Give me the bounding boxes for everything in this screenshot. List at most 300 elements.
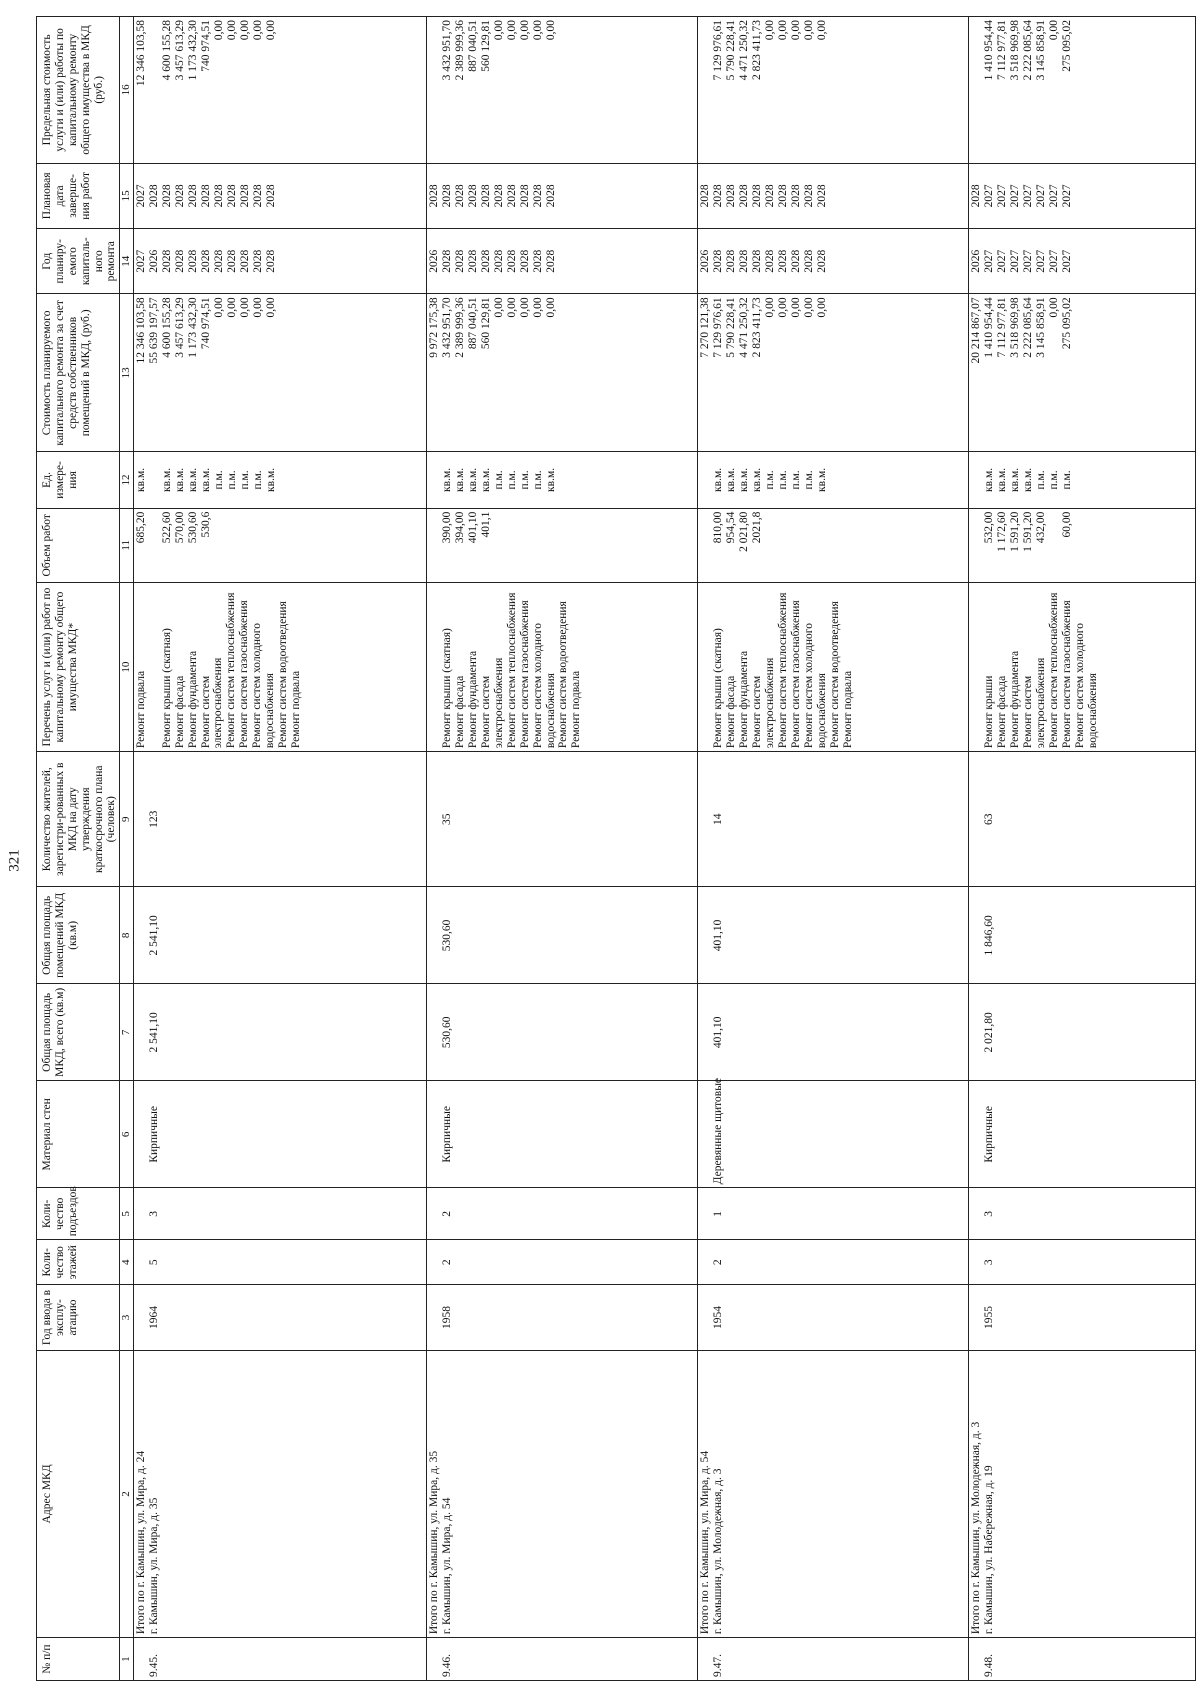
work-limit: 0,00 xyxy=(225,20,238,41)
work-volume-cell xyxy=(133,508,426,582)
work-date: 2028 xyxy=(764,184,777,208)
work-limit-cell xyxy=(698,17,969,164)
work-unit: кв.м. xyxy=(186,467,199,492)
work-year: 2027 xyxy=(134,249,147,273)
work-limit: 3 457 613,29 xyxy=(173,20,186,81)
work-limit: 3 518 969,98 xyxy=(1009,20,1022,81)
work-date: 2027 xyxy=(1022,184,1035,208)
work-cost: 7 112 977,81 xyxy=(996,297,1009,358)
column-number-row xyxy=(120,17,133,1681)
work-cost: 0,00 xyxy=(492,297,505,318)
work-volume: 2021,8 xyxy=(751,511,764,544)
work-cost: 4 471 250,32 xyxy=(738,297,751,358)
work-cost: 0,00 xyxy=(1048,297,1061,318)
work-year: 2028 xyxy=(440,249,453,273)
header-cell: Общая площадь МКД, всего (кв.м) xyxy=(37,984,120,1081)
work-item: Ремонт систем водоотведения xyxy=(277,601,290,749)
work-limit: 2 823 411,73 xyxy=(751,20,764,80)
work-limit: 0,00 xyxy=(531,20,544,41)
work-year: 2028 xyxy=(712,249,725,273)
work-volume xyxy=(265,512,278,579)
work-volume-cell xyxy=(698,508,969,582)
work-volume xyxy=(428,512,441,579)
work-unit: кв.м. xyxy=(751,467,764,492)
address-line: г. Камышин, ул. Мира, д. 54 xyxy=(440,1497,453,1635)
work-limit: 0,00 xyxy=(212,20,225,41)
premises-area-cell xyxy=(133,887,426,984)
work-year: 2028 xyxy=(173,249,186,273)
work-cost: 20 214 867,07 xyxy=(970,297,983,364)
work-cost-cell xyxy=(426,294,697,452)
work-item xyxy=(428,586,441,748)
work-item: Ремонт крыши (скатная) xyxy=(440,628,453,749)
work-cost: 0,00 xyxy=(225,297,238,318)
work-unit: кв.м. xyxy=(1022,467,1035,492)
work-item: Ремонт подвала xyxy=(570,670,583,749)
work-volume: 532,00 xyxy=(983,511,996,544)
work-unit: п.м. xyxy=(251,470,264,490)
work-cost: 0,00 xyxy=(505,297,518,318)
column-number-cell: 4 xyxy=(120,1240,133,1285)
work-year: 2028 xyxy=(518,249,531,273)
work-volume: 2 021,80 xyxy=(738,511,751,552)
work-volume xyxy=(493,512,506,579)
record-number xyxy=(970,1641,983,1677)
column-number-cell: 10 xyxy=(120,583,133,752)
work-cost: 560 129,81 xyxy=(479,297,492,350)
work-year: 2028 xyxy=(238,249,251,273)
work-limit: 0,00 xyxy=(264,20,277,41)
work-year: 2028 xyxy=(212,249,225,273)
work-item: Ремонт систем газоснабжения xyxy=(518,600,531,749)
work-cost: 3 518 969,98 xyxy=(1009,297,1022,358)
work-limit: 560 129,81 xyxy=(479,20,492,72)
work-volume xyxy=(239,512,252,579)
table-row xyxy=(426,17,697,1681)
premises-area-cell xyxy=(969,887,1196,984)
year-built-cell xyxy=(133,1285,426,1350)
work-limit: 0,00 xyxy=(816,20,829,41)
year-built xyxy=(970,1288,983,1346)
work-year: 2026 xyxy=(699,249,712,273)
work-cost: 740 974,51 xyxy=(199,297,212,350)
column-number-cell: 11 xyxy=(120,508,133,582)
floors xyxy=(428,1243,441,1281)
work-cost: 3 432 951,70 xyxy=(440,297,453,358)
work-unit: п.м. xyxy=(764,470,777,490)
entrances-cell xyxy=(698,1188,969,1240)
work-volume xyxy=(519,512,532,579)
work-item: Ремонт фундамента xyxy=(466,650,479,749)
work-cost-cell xyxy=(969,294,1196,452)
work-limit: 275 095,02 xyxy=(1061,20,1074,72)
work-unit: кв.м. xyxy=(725,467,738,492)
work-limit: 0,00 xyxy=(505,20,518,41)
work-unit: кв.м. xyxy=(440,467,453,492)
work-date: 2028 xyxy=(440,184,453,208)
work-unit-cell xyxy=(698,452,969,508)
residents xyxy=(970,755,983,883)
work-unit: кв.м. xyxy=(453,467,466,492)
work-limit: 0,00 xyxy=(1048,20,1061,41)
work-item: Ремонт систем электроснабжения xyxy=(751,657,776,749)
address-cell xyxy=(969,1350,1196,1637)
work-year: 2028 xyxy=(738,249,751,273)
entrances xyxy=(135,1191,148,1236)
wall-material-cell xyxy=(969,1081,1196,1188)
premises-area: 401,10 xyxy=(712,919,725,952)
work-unit: кв.м. xyxy=(1009,467,1022,492)
work-cost: 0,00 xyxy=(790,297,803,318)
work-year: 2028 xyxy=(777,249,790,273)
work-year: 2028 xyxy=(251,249,264,273)
work-date: 2028 xyxy=(147,184,160,208)
total-area xyxy=(428,987,441,1077)
work-volume: 530,60 xyxy=(186,511,199,544)
work-limit: 2 222 085,64 xyxy=(1022,20,1035,81)
work-cost: 12 346 103,58 xyxy=(134,297,147,364)
work-item xyxy=(970,586,983,748)
record-number-cell xyxy=(969,1638,1196,1681)
work-volume: 954,54 xyxy=(725,511,738,544)
work-volume-cell xyxy=(969,508,1196,582)
work-item: Ремонт систем водоотведения xyxy=(828,601,841,749)
work-date: 2027 xyxy=(134,184,147,208)
work-cost: 0,00 xyxy=(803,297,816,318)
work-year: 2028 xyxy=(764,249,777,273)
record-number xyxy=(428,1641,441,1677)
work-date: 2028 xyxy=(225,184,238,208)
work-item-cell xyxy=(426,583,697,752)
column-number-cell: 12 xyxy=(120,452,133,508)
work-item: Ремонт систем водоотведения xyxy=(557,601,570,749)
work-item: Ремонт фасада xyxy=(725,675,738,749)
year-built-cell xyxy=(698,1285,969,1350)
total-area-cell xyxy=(969,984,1196,1081)
record-number xyxy=(699,1641,712,1677)
work-limit xyxy=(148,20,161,160)
work-item: Ремонт систем теплоснабжения xyxy=(225,592,238,749)
work-year: 2028 xyxy=(199,249,212,273)
work-limit: 0,00 xyxy=(777,20,790,41)
work-limit: 3 145 858,91 xyxy=(1035,20,1048,81)
work-item: Ремонт подвала xyxy=(134,670,147,749)
header-cell: Перечень услуг и (или) работ по капитальному ремонту общего имущества МКД* xyxy=(37,583,120,752)
entrances xyxy=(699,1191,712,1236)
year-built: 1958 xyxy=(440,1306,453,1330)
work-unit: кв.м. xyxy=(983,467,996,492)
header-cell: Плановая дата заверше-ния работ xyxy=(37,163,120,228)
work-volume xyxy=(699,512,712,579)
work-year: 2028 xyxy=(531,249,544,273)
floors: 3 xyxy=(983,1259,996,1266)
year-built: 1954 xyxy=(712,1306,725,1330)
table-row xyxy=(969,17,1196,1681)
work-item: Ремонт систем электроснабжения xyxy=(199,657,225,749)
entrances-cell xyxy=(426,1188,697,1240)
work-volume xyxy=(970,512,983,579)
work-cost-cell xyxy=(133,294,426,452)
work-limit: 5 790 228,41 xyxy=(725,20,738,81)
year-built: 1964 xyxy=(147,1306,160,1330)
work-volume: 1 172,60 xyxy=(996,511,1009,552)
work-limit: 7 112 977,81 xyxy=(996,20,1009,80)
work-volume: 390,00 xyxy=(440,511,453,544)
work-year: 2028 xyxy=(544,249,557,273)
entrances: 3 xyxy=(147,1210,160,1217)
work-date: 2028 xyxy=(160,184,173,208)
work-date: 2028 xyxy=(466,184,479,208)
work-date: 2028 xyxy=(238,184,251,208)
total-area-cell xyxy=(426,984,697,1081)
entrances xyxy=(970,1191,983,1236)
column-number-cell: 7 xyxy=(120,984,133,1081)
entrances-cell xyxy=(133,1188,426,1240)
work-item: Ремонт систем теплоснабжения xyxy=(776,592,789,749)
work-date: 2028 xyxy=(251,184,264,208)
work-volume xyxy=(213,512,226,579)
work-volume xyxy=(790,512,803,579)
floors: 2 xyxy=(440,1259,453,1266)
header-cell: Ед. измере-ния xyxy=(37,452,120,508)
wall-material-cell xyxy=(426,1081,697,1188)
residents: 35 xyxy=(440,813,453,825)
work-year: 2027 xyxy=(1061,249,1074,273)
work-limit: 0,00 xyxy=(518,20,531,41)
premises-area: 2 541,10 xyxy=(147,915,160,956)
work-year: 2028 xyxy=(505,249,518,273)
record-number-cell xyxy=(426,1638,697,1681)
entrances: 2 xyxy=(440,1210,453,1217)
header-cell: Стоимость планируемого капитального ремонта за счет средств собственников помещений в МКД, (руб.) xyxy=(37,294,120,452)
work-unit: кв.м. xyxy=(544,467,557,492)
work-volume xyxy=(148,512,161,579)
work-item-cell xyxy=(698,583,969,752)
work-volume xyxy=(777,512,790,579)
work-year: 2028 xyxy=(725,249,738,273)
work-unit: п.м. xyxy=(225,470,238,490)
work-date: 2028 xyxy=(186,184,199,208)
work-date: 2028 xyxy=(453,184,466,208)
work-cost: 1 410 954,44 xyxy=(983,297,996,358)
work-unit xyxy=(970,455,983,504)
work-item: Ремонт систем холодного водоснабжения xyxy=(531,623,557,749)
work-item: Ремонт систем холодного водоснабжения xyxy=(802,623,828,749)
work-limit: 3 432 951,70 xyxy=(440,20,453,81)
premises-area: 530,60 xyxy=(440,919,453,952)
year-built-cell xyxy=(426,1285,697,1350)
work-volume xyxy=(803,512,816,579)
premises-area xyxy=(428,890,441,980)
work-year: 2028 xyxy=(264,249,277,273)
work-cost: 0,00 xyxy=(544,297,557,318)
floors xyxy=(699,1243,712,1281)
work-year: 2028 xyxy=(186,249,199,273)
entrances-cell xyxy=(969,1188,1196,1240)
floors-cell xyxy=(969,1240,1196,1285)
work-unit: п.м. xyxy=(803,470,816,490)
table-row xyxy=(698,17,969,1681)
work-unit: п.м. xyxy=(492,470,505,490)
work-cost: 0,00 xyxy=(264,297,277,318)
work-limit: 0,00 xyxy=(492,20,505,41)
work-cost: 0,00 xyxy=(238,297,251,318)
header-row xyxy=(37,17,120,1681)
work-unit xyxy=(428,455,441,504)
work-year: 2026 xyxy=(970,249,983,273)
work-unit: п.м. xyxy=(518,470,531,490)
work-year-cell xyxy=(426,229,697,294)
header-cell: Адрес МКД xyxy=(37,1350,120,1637)
work-volume: 522,60 xyxy=(160,511,173,544)
work-item: Ремонт систем холодного водоснабжения xyxy=(251,623,277,749)
wall-material xyxy=(970,1084,983,1184)
work-unit: кв.м. xyxy=(173,467,186,492)
address-line: г. Камышин, ул. Молодежная, д. 3 xyxy=(712,1468,725,1635)
address-line: Итого по г. Камышин, ул. Мира, д. 35 xyxy=(427,1450,440,1635)
total-area-cell xyxy=(133,984,426,1081)
work-limit xyxy=(428,20,441,160)
residents-cell xyxy=(133,752,426,887)
work-item: Ремонт подвала xyxy=(290,670,303,749)
work-limit: 4 600 155,28 xyxy=(160,20,173,81)
total-area: 530,60 xyxy=(440,1016,453,1049)
year-built xyxy=(699,1288,712,1346)
work-year: 2026 xyxy=(147,249,160,273)
work-volume: 685,20 xyxy=(134,511,147,544)
header-cell: Материал стен xyxy=(37,1081,120,1188)
work-item: Ремонт фасада xyxy=(453,675,466,749)
work-volume xyxy=(764,512,777,579)
premises-area xyxy=(699,890,712,980)
residents: 63 xyxy=(983,813,996,825)
work-date-cell xyxy=(969,163,1196,228)
work-item: Ремонт фасада xyxy=(996,675,1009,749)
work-cost: 2 389 999,36 xyxy=(453,297,466,358)
work-volume: 60,00 xyxy=(1061,511,1074,538)
work-year: 2027 xyxy=(983,249,996,273)
entrances: 3 xyxy=(983,1210,996,1217)
work-year: 2027 xyxy=(1022,249,1035,273)
work-item: Ремонт крыши (скатная) xyxy=(712,628,725,749)
work-item: Ремонт систем электроснабжения xyxy=(1022,657,1048,749)
address-line: Итого по г. Камышин, ул. Молодежная, д. 3 xyxy=(970,1421,983,1635)
residents xyxy=(699,755,712,883)
work-year: 2028 xyxy=(160,249,173,273)
premises-area xyxy=(970,890,983,980)
year-built xyxy=(135,1288,148,1346)
address-cell xyxy=(133,1350,426,1637)
work-cost: 275 095,02 xyxy=(1061,297,1074,350)
work-item xyxy=(699,586,712,748)
work-limit: 0,00 xyxy=(238,20,251,41)
header-cell: Количество жителей, зарегистри-рованных в МКД на дату утверждения краткосрочного плана (человек) xyxy=(37,752,120,887)
capital-repair-table xyxy=(36,16,1196,1681)
work-volume xyxy=(506,512,519,579)
work-cost: 0,00 xyxy=(816,297,829,318)
address-line: г. Камышин, ул. Мира, д. 35 xyxy=(147,1497,160,1635)
work-volume xyxy=(1048,512,1061,579)
work-date: 2028 xyxy=(790,184,803,208)
total-area xyxy=(699,987,712,1077)
total-area xyxy=(135,987,148,1077)
address-line: г. Камышин, ул. Набережная, д. 19 xyxy=(983,1465,996,1635)
wall-material: Кирпичные xyxy=(147,1106,160,1163)
work-item: Ремонт систем теплоснабжения xyxy=(505,592,518,749)
work-volume: 530,6 xyxy=(199,511,212,538)
work-date: 2028 xyxy=(173,184,186,208)
wall-material: Деревянные щитовые xyxy=(712,1077,725,1185)
work-date: 2028 xyxy=(777,184,790,208)
work-date: 2027 xyxy=(1035,184,1048,208)
work-date: 2028 xyxy=(264,184,277,208)
wall-material xyxy=(699,1084,712,1184)
work-date: 2027 xyxy=(996,184,1009,208)
floors: 5 xyxy=(147,1259,160,1266)
floors-cell xyxy=(133,1240,426,1285)
work-year: 2028 xyxy=(751,249,764,273)
total-area: 2 541,10 xyxy=(147,1012,160,1053)
work-unit: кв.м. xyxy=(134,467,147,492)
wall-material-cell xyxy=(698,1077,969,1188)
work-cost: 3 457 613,29 xyxy=(173,297,186,358)
work-unit: кв.м. xyxy=(816,467,829,492)
work-limit-cell xyxy=(426,17,697,164)
work-item: Ремонт фундамента xyxy=(738,650,751,749)
work-unit: п.м. xyxy=(505,470,518,490)
premises-area-cell xyxy=(698,887,969,984)
work-year-cell xyxy=(133,229,426,294)
work-cost: 7 129 976,61 xyxy=(712,297,725,358)
floors: 2 xyxy=(712,1259,725,1266)
work-year-cell xyxy=(698,229,969,294)
work-date: 2028 xyxy=(751,184,764,208)
work-unit-cell xyxy=(133,452,426,508)
work-year: 2028 xyxy=(225,249,238,273)
work-item: Ремонт фасада xyxy=(173,675,186,749)
column-number-cell: 3 xyxy=(120,1285,133,1350)
work-volume: 394,00 xyxy=(453,511,466,544)
work-year: 2028 xyxy=(492,249,505,273)
work-limit: 0,00 xyxy=(803,20,816,41)
work-date-cell xyxy=(426,163,697,228)
work-volume: 1 591,20 xyxy=(1022,511,1035,552)
column-number-cell: 6 xyxy=(120,1081,133,1188)
work-item-cell xyxy=(133,583,426,752)
entrances: 1 xyxy=(712,1210,725,1217)
work-date: 2027 xyxy=(1061,184,1074,208)
work-item: Ремонт систем электроснабжения xyxy=(479,657,505,749)
work-date: 2027 xyxy=(1009,184,1022,208)
work-cost: 887 040,51 xyxy=(466,297,479,350)
header-cell: Предельная стоимость услуги и (или) работы по капитальному ремонту общего имущества в МКД (руб.) xyxy=(37,17,120,164)
work-date: 2028 xyxy=(505,184,518,208)
work-cost: 0,00 xyxy=(764,297,777,318)
work-year: 2027 xyxy=(1048,249,1061,273)
residents-cell xyxy=(426,752,697,887)
work-year: 2028 xyxy=(816,249,829,273)
work-date: 2028 xyxy=(212,184,225,208)
table-body xyxy=(133,17,1195,1681)
floors xyxy=(970,1243,983,1281)
column-number-cell: 15 xyxy=(120,163,133,228)
address-line: Итого по г. Камышин, ул. Мира, д. 24 xyxy=(134,1450,147,1635)
wall-material-cell xyxy=(133,1081,426,1188)
work-unit: п.м. xyxy=(1035,470,1048,490)
work-unit: п.м. xyxy=(790,470,803,490)
work-date: 2028 xyxy=(803,184,816,208)
work-cost: 4 600 155,28 xyxy=(160,297,173,358)
